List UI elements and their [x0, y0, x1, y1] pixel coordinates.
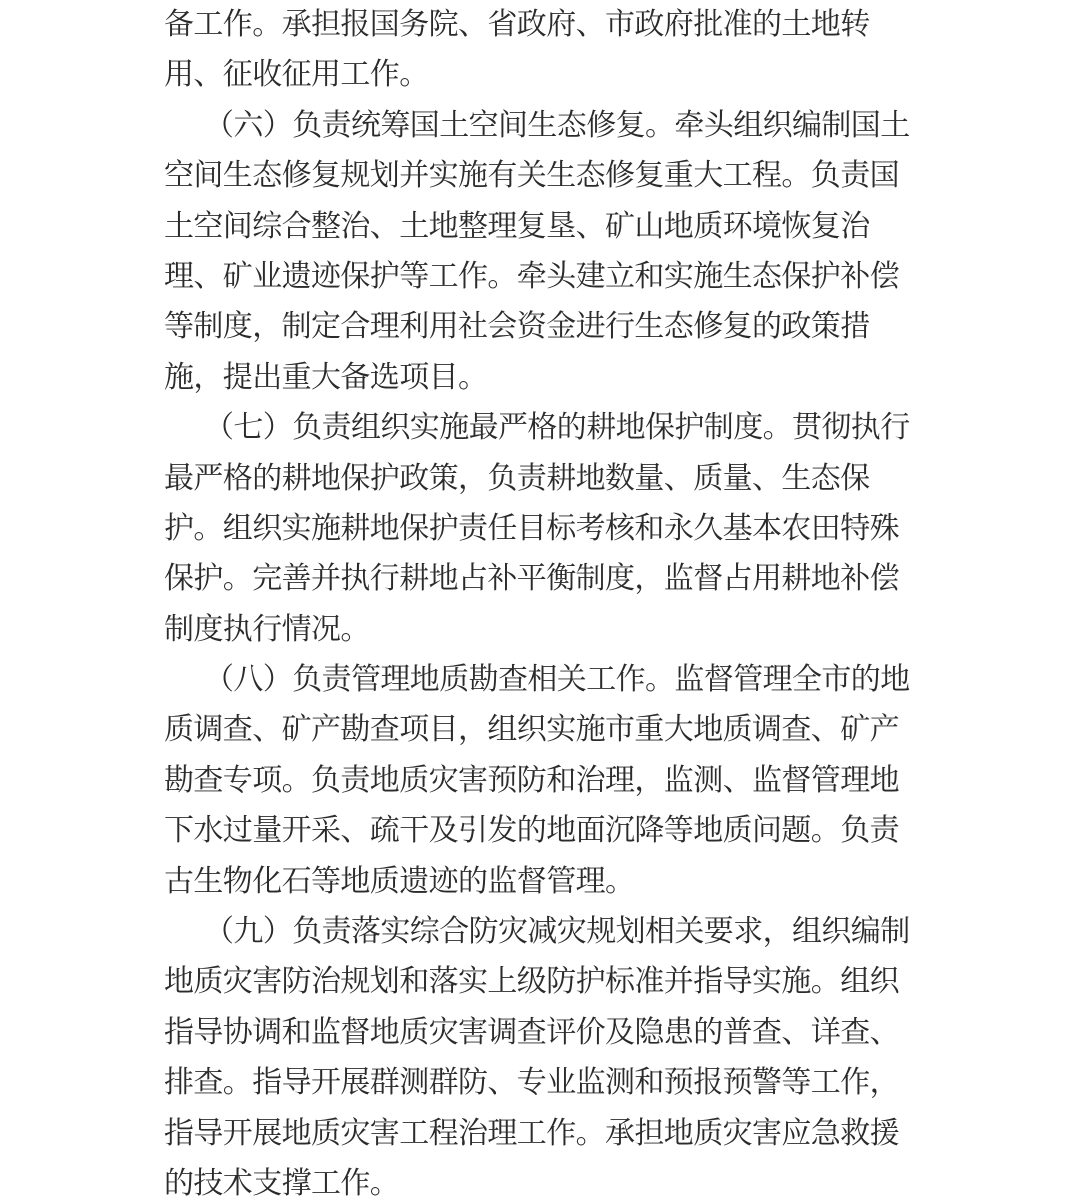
paragraph-continued [164, 0, 924, 101]
text-line: 质调查、矿产勘查项目，组织实施市重大地质调查、矿产 [164, 713, 899, 747]
text-line: 用、征收征用工作。 [164, 58, 429, 92]
text-line: 制度执行情况。 [164, 612, 370, 646]
paragraph [164, 403, 924, 655]
text-line: 施，提出重大备选项目。 [164, 360, 488, 394]
text-line: 古生物化石等地质遗迹的监督管理。 [164, 864, 635, 898]
text-line: 等制度，制定合理利用社会资金进行生态修复的政策措 [164, 310, 870, 344]
text-line: 下水过量开采、疏干及引发的地面沉降等地质问题。负责 [164, 814, 899, 848]
text-line: 备工作。承担报国务院、省政府、市政府批准的土地转 [164, 8, 870, 41]
text-line: 保护。完善并执行耕地占补平衡制度，监督占用耕地补偿 [164, 562, 899, 596]
text-line: 最严格的耕地保护政策，负责耕地数量、质量、生态保 [164, 461, 870, 495]
text-line: 指导开展地质灾害工程治理工作。承担地质灾害应急救援 [164, 1116, 899, 1150]
text-line: （六）负责统筹国土空间生态修复。牵头组织编制国土 [204, 108, 910, 142]
text-line: 勘查专项。负责地质灾害预防和治理，监测、监督管理地 [164, 763, 899, 797]
text-line: 护。组织实施耕地保护责任目标考核和永久基本农田特殊 [164, 511, 899, 545]
text-line: 土空间综合整治、土地整理复垦、矿山地质环境恢复治 [164, 209, 870, 243]
text-line: 空间生态修复规划并实施有关生态修复重大工程。负责国 [164, 159, 899, 193]
text-line: （九）负责落实综合防灾减灾规划相关要求，组织编制 [204, 915, 910, 949]
text-line: 指导协调和监督地质灾害调查评价及隐患的普查、详查、 [164, 1015, 899, 1049]
text-line: 排查。指导开展群测群防、专业监测和预报预警等工作， [164, 1066, 899, 1100]
text-line: （八）负责管理地质勘查相关工作。监督管理全市的地 [204, 663, 910, 697]
document-text-block [164, 0, 924, 1201]
paragraph [164, 101, 924, 403]
paragraph [164, 907, 924, 1201]
text-line: 理、矿业遗迹保护等工作。牵头建立和实施生态保护补偿 [164, 259, 899, 293]
text-line: （七）负责组织实施最严格的耕地保护制度。贯彻执行 [204, 411, 910, 445]
paragraph [164, 655, 924, 907]
text-line: 地质灾害防治规划和落实上级防护标准并指导实施。组织 [164, 965, 899, 999]
text-line: 的技术支撑工作。 [164, 1166, 400, 1200]
